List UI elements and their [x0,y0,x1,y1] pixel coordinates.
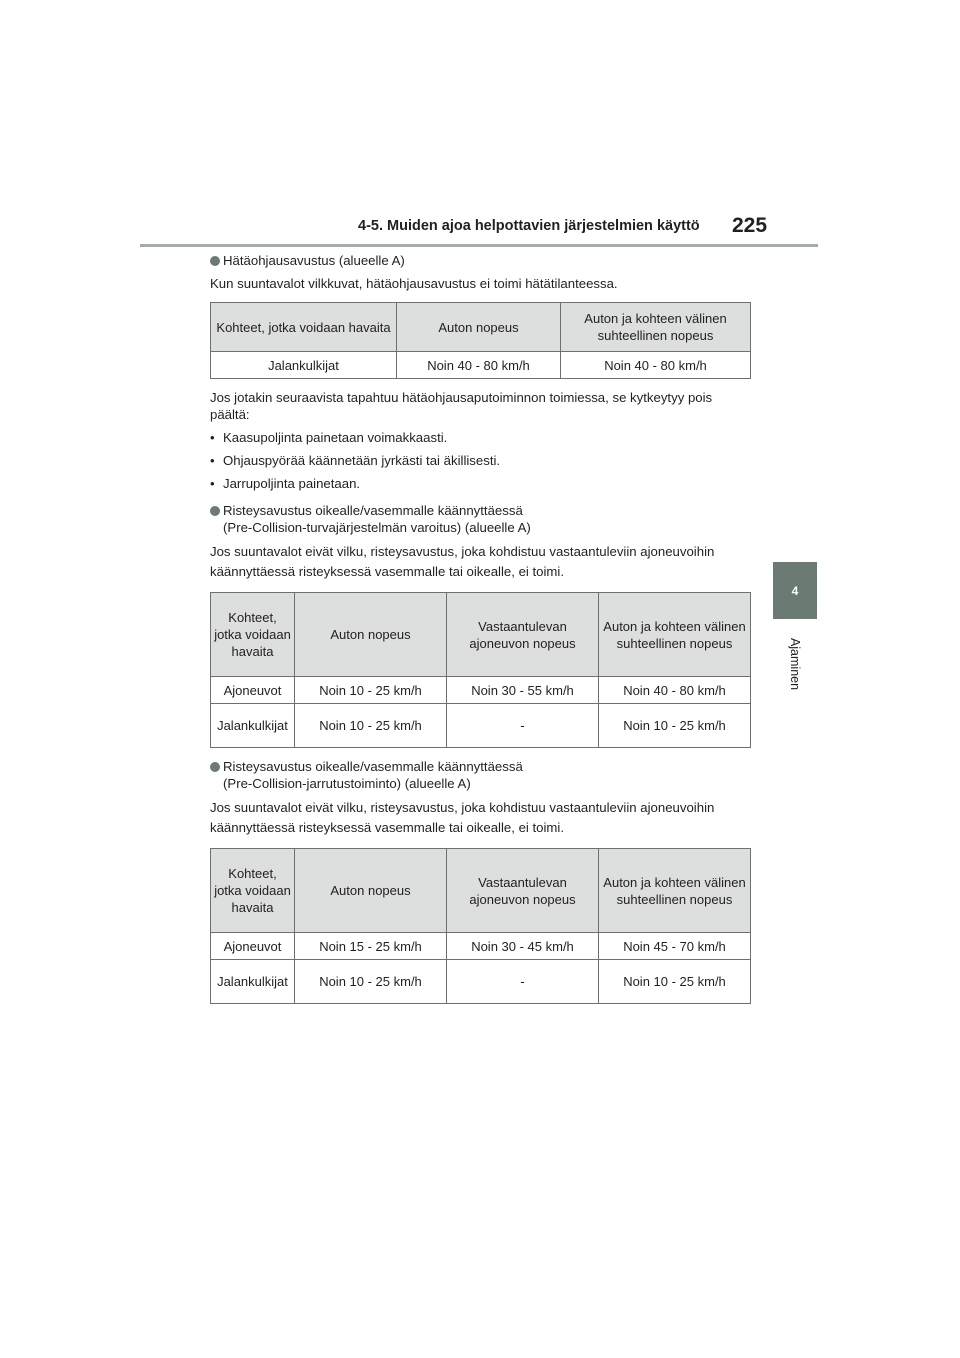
table-cell: Noin 30 - 45 km/h [447,933,599,960]
table-header-cell: Kohteet, jotka voidaan havaita [211,303,397,352]
paragraph: Jos suuntavalot eivät vilku, risteysavustus, joka kohdistuu vastaantuleviin ajoneuvoihin käännyttäessä risteyksessä vasemmalle tai oikealle, ei toimi. [210,544,715,579]
list-item [210,475,750,492]
table-cell: - [447,704,599,748]
page-content [210,252,750,1004]
section-heading-text: Hätäohjausavustus (alueelle A) [223,253,405,268]
table-row [211,960,751,1004]
bullet-dot-icon: • [210,453,215,468]
detection-table [210,302,751,379]
chapter-label-text: Ajaminen [788,637,802,691]
chapter-label [778,632,812,696]
table-header-cell: Auton nopeus [397,303,561,352]
table-cell: - [447,960,599,1004]
list-item-text: Jarrupoljinta painetaan. [223,476,361,491]
section-heading-text: Risteysavustus oikealle/vasemmalle käännyttäessä [223,503,523,518]
section-heading [210,502,750,536]
section-heading-text: Risteysavustus oikealle/vasemmalle käännyttäessä [223,759,523,774]
table-header-cell: Auton nopeus [295,593,447,677]
page-number: 225 [732,214,768,237]
header-rule [140,244,818,247]
bullet-circle-icon [210,256,220,266]
bullet-circle-icon [210,762,220,772]
table-cell: Noin 40 - 80 km/h [397,352,561,379]
table-cell: Noin 10 - 25 km/h [295,960,447,1004]
list-item-text: Ohjauspyörää käännetään jyrkästi tai äkillisesti. [223,453,501,468]
bullet-dot-icon: • [210,430,215,445]
table-header-row [211,303,751,352]
table-header-cell: Auton ja kohteen välinen suhteellinen nopeus [561,303,751,352]
table-cell: Noin 10 - 25 km/h [599,960,751,1004]
bullet-circle-icon [210,506,220,516]
table-row [211,677,751,704]
table-cell: Ajoneuvot [211,933,295,960]
table-header-row [211,593,751,677]
paragraph: Jos suuntavalot eivät vilku, risteysavustus, joka kohdistuu vastaantuleviin ajoneuvoihin käännyttäessä risteyksessä vasemmalle tai oikealle, ei toimi. [210,800,715,835]
table-header-cell: Auton nopeus [295,849,447,933]
table-header-cell: Auton ja kohteen välinen suhteellinen nopeus [599,849,751,933]
chapter-number: 4 [791,583,799,598]
table-cell: Jalankulkijat [211,352,397,379]
list-item [210,429,750,446]
table-header-cell: Vastaantulevan ajoneuvon nopeus [447,593,599,677]
table-cell: Noin 10 - 25 km/h [295,704,447,748]
table-cell: Noin 15 - 25 km/h [295,933,447,960]
table-cell: Noin 10 - 25 km/h [295,677,447,704]
table-cell: Ajoneuvot [211,677,295,704]
table-cell: Noin 45 - 70 km/h [599,933,751,960]
table-header-cell: Vastaantulevan ajoneuvon nopeus [447,849,599,933]
detection-table [210,848,751,1004]
table-header-cell: Auton ja kohteen välinen suhteellinen nopeus [599,593,751,677]
table-row [211,352,751,379]
section-heading [210,252,750,269]
table-row [211,933,751,960]
paragraph: Jos jotakin seuraavista tapahtuu hätäohjausaputoiminnon toimiessa, se kytkeytyy pois päältä: [210,390,713,422]
table-row [211,704,751,748]
table-header-row [211,849,751,933]
table-cell: Noin 40 - 80 km/h [599,677,751,704]
table-cell: Noin 10 - 25 km/h [599,704,751,748]
section-title: 4-5. Muiden ajoa helpottavien järjestelmien käyttö [358,218,700,234]
list-item-text: Kaasupoljinta painetaan voimakkaasti. [223,430,448,445]
table-cell: Jalankulkijat [211,960,295,1004]
table-cell: Noin 30 - 55 km/h [447,677,599,704]
section-subheading: (Pre-Collision-turvajärjestelmän varoitus) (alueelle A) [223,520,531,535]
paragraph: Kun suuntavalot vilkkuvat, hätäohjausavustus ei toimi hätätilanteessa. [210,276,618,291]
section-subheading: (Pre-Collision-jarrutustoiminto) (alueelle A) [223,776,471,791]
section-heading [210,758,750,792]
table-cell: Jalankulkijat [211,704,295,748]
detection-table [210,592,751,748]
table-cell: Noin 40 - 80 km/h [561,352,751,379]
list-item [210,452,750,469]
table-header-cell: Kohteet, jotka voidaan havaita [211,849,295,933]
chapter-tab[interactable] [773,562,817,619]
table-header-cell: Kohteet, jotka voidaan havaita [211,593,295,677]
bullet-dot-icon: • [210,476,215,491]
